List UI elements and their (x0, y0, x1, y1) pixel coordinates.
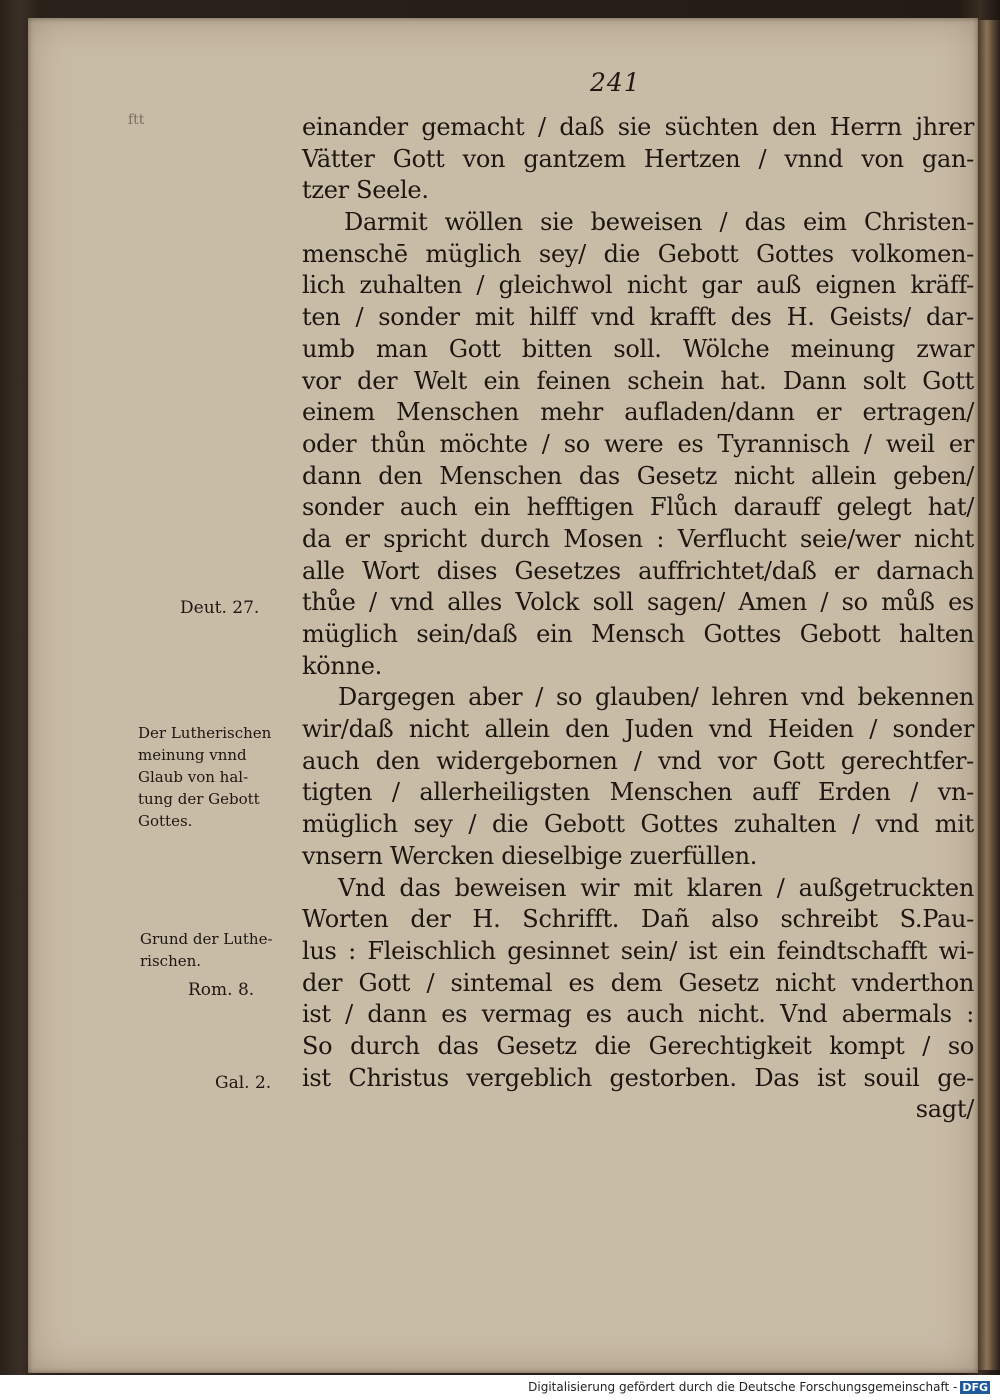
text-line: Vätter Gott von gantzem Hertzen / vnnd von gan- (302, 144, 974, 173)
book-edge (978, 20, 1000, 1370)
page-number: 241 (590, 68, 641, 97)
text-line: könne. (302, 651, 382, 680)
text-line: ist Christus vergeblich gestorben. Das ist souil ge- (302, 1063, 974, 1092)
text-line: wir/daß nicht allein den Juden vnd Heiden / sonder (302, 715, 974, 744)
text-line: lich zuhalten / gleichwol nicht gar auß eignen kräff- (302, 271, 974, 300)
text-line: vnsern Wercken dieselbige zuerfüllen. (302, 841, 758, 870)
text-line: Darmit wöllen sie beweisen / das eim Christen- (344, 208, 974, 237)
marginal-note-line: meinung vnnd (138, 746, 247, 764)
marginal-note-rom: Rom. 8. (188, 980, 255, 1000)
marginal-note-lutheran (138, 722, 298, 832)
text-line: umb man Gott bitten soll. Wölche meinung zwar (302, 334, 974, 363)
text-line: Vnd das beweisen wir mit klaren / außgetruckten (338, 873, 974, 902)
text-line: einander gemacht / daß sie süchten den Herrn jhrer (302, 113, 974, 141)
text-line: ten / sonder mit hilff vnd krafft des H. Geists/ dar- (302, 303, 974, 332)
text-line: vor der Welt ein feinen schein hat. Dann solt Gott (302, 366, 974, 395)
text-line: auch den widergebornen / vnd vor Gott gerechtfer- (302, 746, 974, 775)
text-line: ist / dann es vermag es auch nicht. Vnd abermals : (302, 1000, 974, 1029)
text-line: oder thůn möchte / so were es Tyrannisch / weil er (302, 429, 974, 458)
text-line: tigten / allerheiligsten Menschen auff Erden / vn- (302, 778, 974, 807)
marginal-note-line: Glaub von hal- (138, 768, 249, 786)
text-line: thůe / vnd alles Volck soll sagen/ Amen / so můß es (302, 588, 974, 617)
text-line: menschē müglich sey/ die Gebott Gottes volkomen- (302, 239, 974, 268)
marginal-note-grund (140, 928, 305, 972)
text-line: tzer Seele. (302, 176, 429, 205)
marginal-note-line: Gottes. (138, 812, 193, 830)
catchword: sagt/ (915, 1095, 974, 1124)
marginal-note-line: tung der Gebott (138, 790, 260, 808)
marginal-note-line: Grund der Luthe- (140, 930, 273, 948)
dfg-logo-icon: DFG (962, 1381, 988, 1394)
text-line: Worten der H. Schrifft. Dañ also schreibt S.Pau- (302, 905, 974, 934)
text-line: einem Menschen mehr aufladen/dann er ertragen/ (302, 398, 974, 427)
marginal-note-line: Der Lutherischen (138, 724, 272, 742)
text-line: müglich sein/daß ein Mensch Gottes Gebott halten (302, 620, 974, 648)
footer-bar (0, 1375, 1000, 1400)
text-line: So durch das Gesetz die Gerechtigkeit kompt / so (302, 1031, 974, 1060)
marginal-note-gal: Gal. 2. (215, 1073, 272, 1093)
text-line: alle Wort dises Gesetzes auffrichtet/daß er darnach (302, 556, 974, 585)
text-line: sonder auch ein hefftigen Flůch darauff gelegt hat/ (302, 493, 974, 522)
text-line: Dargegen aber / so glauben/ lehren vnd bekennen (338, 683, 974, 712)
marginal-note-deut: Deut. 27. (180, 598, 260, 618)
text-line: der Gott / sintemal es dem Gesetz nicht vnderthon (302, 968, 974, 997)
footer-credit-text: Digitalisierung gefördert durch die Deutsche Forschungsgemeinschaft - (528, 1380, 958, 1394)
body-text (302, 112, 974, 1126)
marginal-note-line: rischen. (140, 952, 202, 970)
footer-credit (528, 1380, 990, 1394)
text-line: lus : Fleischlich gesinnet sein/ ist ein feindtschafft wi- (302, 936, 974, 965)
stray-mark: ftt (128, 112, 145, 128)
text-line: müglich sey / die Gebott Gottes zuhalten / vnd mit (302, 810, 974, 839)
text-line: da er spricht durch Mosen : Verflucht seie/wer nicht (302, 524, 974, 553)
text-line: dann den Menschen das Gesetz nicht allein geben/ (302, 461, 974, 490)
